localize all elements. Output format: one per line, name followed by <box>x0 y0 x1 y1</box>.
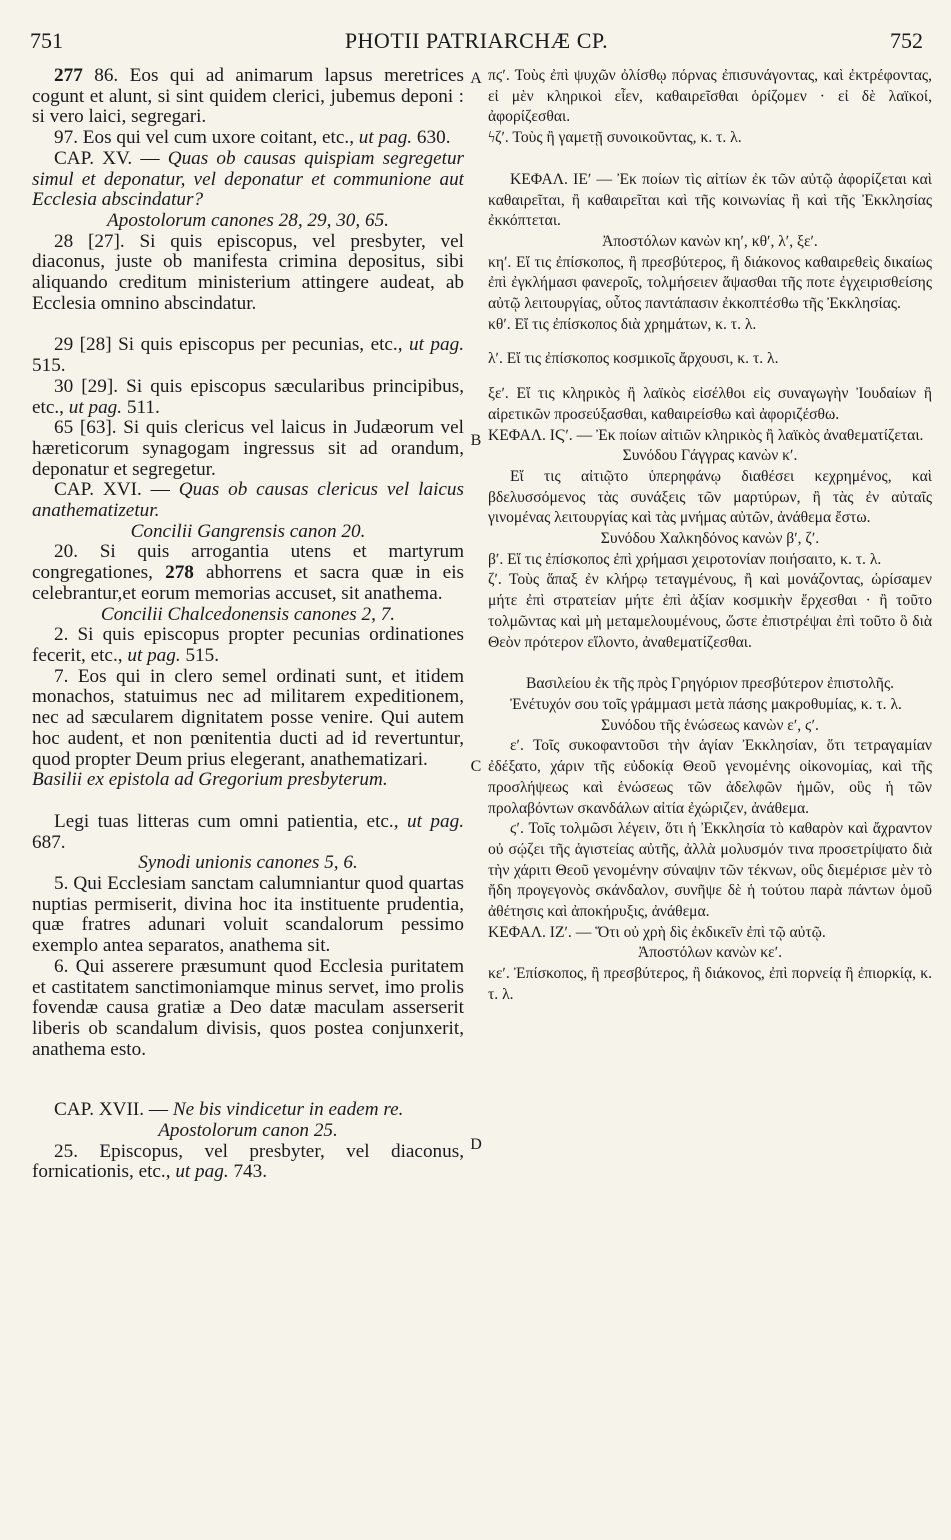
legi-latin: Legi tuas litteras cum omni patientia, etc., ut pag. 687. <box>32 810 464 853</box>
canon-2-latin: 2. Si quis episcopus propter pecunias ordinationes fecerit, etc., ut pag. 515. <box>32 624 464 666</box>
apostolorum-canon-heading-greek: Ἀποστόλων κανὼν κεʹ. <box>637 944 783 962</box>
canon-30-latin: 30 [29]. Si quis episcopus sæcularibus principibus, etc., ut pag. 511. <box>32 375 464 418</box>
canon-30-greek: λʹ. Εἴ τις ἐπίσκοπος κοσμικοῖς ἄρχουσι, κ. τ. λ. <box>488 350 779 368</box>
canon-97-latin: 97. Eos qui vel cum uxore coitant, etc., ut pag. 630. <box>54 127 451 149</box>
apostolorum-canones-heading: Apostolorum canones 28, 29, 30, 65. <box>107 209 389 231</box>
canon-25-greek: κεʹ. Ἐπίσκοπος, ἢ πρεσβύτερος, ἢ διάκονος, ἐπὶ πορνείᾳ ἢ ἐπιορκίᾳ, κ. τ. λ. <box>488 965 932 1003</box>
canon-20-latin: 20. Si quis arrogantia utens et martyrum congregationes, 278 abhorrens et sacra quæ in eis celebrantur,et eorum memorias accuset, sit anathema. <box>32 541 464 604</box>
canon-29-greek: κθʹ. Εἴ τις ἐπίσκοπος διὰ χρημάτων, κ. τ. λ. <box>488 315 757 333</box>
margin-letter-c: C <box>470 758 482 775</box>
chapter-16-heading-latin: CAP. XVI. — Quas ob causas clericus vel laicus anathematizetur. <box>32 479 464 522</box>
canon-28-latin: 28 [27]. Si quis episcopus, vel presbyter, vel diaconus, juste ob manifesta crimina depositus, sibi aliquando creditum ministerium attingere audeat, ab Ecclesia omnino abscindatur. <box>32 230 464 314</box>
apostolorum-canon-heading: Apostolorum canon 25. <box>158 1120 338 1142</box>
greek-column <box>488 66 932 1530</box>
apostolorum-heading-greek: Ἀποστόλων κανὼν κηʹ, κθʹ, λʹ, ξεʹ. <box>602 232 818 250</box>
chapter-16-heading-greek: ΚΕΦΑΛ. ΙϚʹ. — Ἐκ ποίων αἰτιῶν κληρικὸς ἢ λαϊκὸς ἀναθεματίζεται. <box>488 426 924 444</box>
canon-6-latin: 6. Qui asserere præsumunt quod Ecclesia puritatem et castitatem sanctimoniamque minus servet, imo prolis fovendæ causa gratiæ a Deo datæ maculam asserserit liberis ob scandalum divisis, quos postea conjunxerit, anathema esto. <box>32 955 464 1060</box>
chapter-17-heading-latin: CAP. XVII. — Ne bis vindicetur in eadem re. <box>54 1099 404 1121</box>
running-title: PHOTII PATRIARCHÆ CP. <box>344 28 609 53</box>
canon-7-greek: ζʹ. Τοὺς ἅπαξ ἐν κλήρῳ τεταγμένους, ἢ καὶ μονάζοντας, ὡρίσαμεν μήτε ἐπὶ στρατείαν μήτε ἐπὶ ἀξίαν κοσμικὴν ἔρχεσθαι · ἢ τοῦτο τολμῶντας καὶ μὴ μεταμελουμένους, ὥστε ἐπιστρέψαι ἐπὶ τοῦτο ὃ διὰ Θεὸν πρότερον εἵλοντο, ἀναθεματίζεσθαι. <box>488 571 932 651</box>
canon-5-latin: 5. Qui Ecclesiam sanctam calumniantur quod quartas nuptias permiserit, divina hoc ita instituente prudentia, quæ fratres adunari voluit scandalorum pessimo exemplo antea separatos, anathema sit. <box>32 873 464 957</box>
basil-heading-latin: Basilii ex epistola ad Gregorium presbyterum. <box>32 769 388 791</box>
chapter-17-heading-greek: ΚΕΦΑΛ. ΙΖʹ. — Ὅτι οὐ χρὴ δὶς ἐκδικεῖν ἐπὶ τῷ αὐτῷ. <box>488 923 826 941</box>
gangrensis-heading: Concilii Gangrensis canon 20. <box>130 520 366 542</box>
chalcedon-heading-greek: Συνόδου Χαλκηδόνος κανὼν βʹ, ζʹ. <box>600 530 820 548</box>
canon-20-greek: Εἴ τις αἰτιῷτο ὑπερηφάνῳ διαθέσει κεχρημένος, καὶ βδελυσσόμενος τὰς συνάξεις τῶν μαρτύρων, ἢ τὰς ἐν αὐταῖς γινομένας λειτουργίας καὶ τὰς μνήμας αὐτῶν, ἀνάθεμα ἔστω. <box>488 467 932 527</box>
canon-86-latin: 277 86. Eos qui ad animarum lapsus meretrices cogunt et alunt, si sint quidem clerici, jubemus deponi : si vero laici, segregari. <box>32 66 464 128</box>
margin-letter-b: B <box>470 432 482 449</box>
canon-65-greek: ξεʹ. Εἴ τις κληρικὸς ἢ λαϊκὸς εἰσέλθοι εἰς συναγωγὴν Ἰουδαίων ἢ αἱρετικῶν προσεύξασθαι, καθαιρείσθω καὶ ἀφοριζέσθω. <box>488 385 932 423</box>
latin-column <box>32 66 464 1530</box>
right-page-number: 752 <box>890 28 923 53</box>
chalcedonensis-heading: Concilii Chalcedonensis canones 2, 7. <box>100 603 396 625</box>
canon-6-greek: ϛʹ. Τοῖς τολμῶσι λέγειν, ὅτι ἡ Ἐκκλησία τὸ καθαρὸν καὶ ἄχραντον οὐ σῴζει τῆς ἁγιστείας αὐτῆς, ἀλλὰ μολυσμόν τινα προσετρίψατο διὰ τὴν χάριτι Θεοῦ γενομένην σύναψιν τῶν τέκνων, οὓς διεμέρισε μὲν τὸ ἤδη προγεγονὸς σκάνδαλον, συνῆψε δὲ ἡ τούτου παρὰ πάντων ὁμοῦ ἀθέτησις καὶ ἀποκήρυξις, ἀνάθεμα. <box>488 820 932 921</box>
chapter-15-heading-latin: CAP. XV. — Quas ob causas quispiam segregetur simul et deponatur, vel deponatur et communione aut Ecclesia abscindatur? <box>32 147 464 211</box>
canon-7-latin: 7. Eos qui in clero semel ordinati sunt, et itidem monachos, statuimus nec ad militarem expeditionem, nec ad sæcularem dignitatem posse venire. Qui autem hoc audent, et non pœnitentia ducti ad id revertuntur, quod propter Deum prius elegerant, anathematizari. <box>32 665 464 770</box>
canon-86-greek: πϛʹ. Τοὺς ἐπὶ ψυχῶν ὀλίσθῳ πόρνας ἐπισυνάγοντας, καὶ ἐκτρέφοντας, εἰ μὲν κληρικοὶ εἶεν, καθαιρεῖσθαι ὁρίζομεν · εἰ δὲ λαϊκοί, ἀφορίζεσθαι. <box>488 67 932 126</box>
left-page-number: 751 <box>30 28 63 53</box>
canon-29-latin: 29 [28] Si quis episcopus per pecunias, etc., ut pag. 515. <box>32 334 464 377</box>
canon-97-greek: ϟζʹ. Τοὺς ἢ γαμετῇ συνοικοῦντας, κ. τ. λ. <box>488 129 742 147</box>
basil-heading-greek: Βασιλείου ἐκ τῆς πρὸς Γρηγόριον πρεσβύτερον ἐπιστολῆς. <box>525 675 895 693</box>
legi-greek: Ἐνέτυχόν σου τοῖς γράμμασι μετὰ πάσης μακροθυμίας, κ. τ. λ. <box>510 695 902 713</box>
canon-2-greek: βʹ. Εἴ τις ἐπίσκοπος ἐπὶ χρήμασι χειροτονίαν ποιήσαιτο, κ. τ. λ. <box>488 550 882 568</box>
canon-65-latin: 65 [63]. Si quis clericus vel laicus in Judæorum vel hæreticorum synagogam ingressus sit ad orandum, deponatur et segregetur. <box>32 417 464 480</box>
canon-28-greek: κηʹ. Εἴ τις ἐπίσκοπος, ἢ πρεσβύτερος, ἢ διάκονος καθαιρεθεὶς δικαίως ἐπὶ ἐγκλήμασι φανεροῖς, τολμήσειεν ἅψασθαι τῆς ποτε ἐγχειρισθείσης αὐτῷ λειτουργίας, οὗτος παντάπασιν ἐκκοπτέσθω τῆς Ἐκκλησίας. <box>488 253 932 313</box>
margin-letter-a: A <box>470 70 482 87</box>
synodi-heading-greek: Συνόδου τῆς ἑνώσεως κανὼν εʹ, ϛʹ. <box>601 716 819 734</box>
margin-letter-d: D <box>470 1136 482 1153</box>
synodi-unionis-heading: Synodi unionis canones 5, 6. <box>138 852 358 874</box>
canon-5-greek: εʹ. Τοῖς συκοφαντοῦσι τὴν ἁγίαν Ἐκκλησίαν, ὅτι τετραγαμίαν ἐδέξατο, χάριν τῆς εὐδοκίᾳ Θεοῦ γενομένης οἰκονομίας, καὶ τῆς προσλήψεως καὶ ἑνώσεως τῶν ἀδελφῶν ἡμῶν, οὓς ἡ τῶν προλαβόντων σκανδάλων αἰτία ἐχώριζεν, ἀνάθεμα. <box>488 737 932 817</box>
chapter-15-heading-greek: ΚΕΦΑΛ. ΙΕʹ — Ἐκ ποίων τὶς αἰτίων ἐκ τῶν αὐτῷ ἀφορίζεται καὶ καθαιρεῖται, ἢ καθαιρεῖται καὶ τῆς κοινωνίας ἢ καὶ τῆς Ἐκκλησίας ἐκκόπτεται. <box>488 170 932 230</box>
gangra-heading-greek: Συνόδου Γάγγρας κανὼν κʹ. <box>622 447 798 465</box>
canon-25-latin: 25. Episcopus, vel presbyter, vel diaconus, fornicationis, etc., ut pag. 743. <box>32 1140 464 1183</box>
canon-277-num: 277 <box>54 66 83 86</box>
page-header <box>30 28 923 64</box>
